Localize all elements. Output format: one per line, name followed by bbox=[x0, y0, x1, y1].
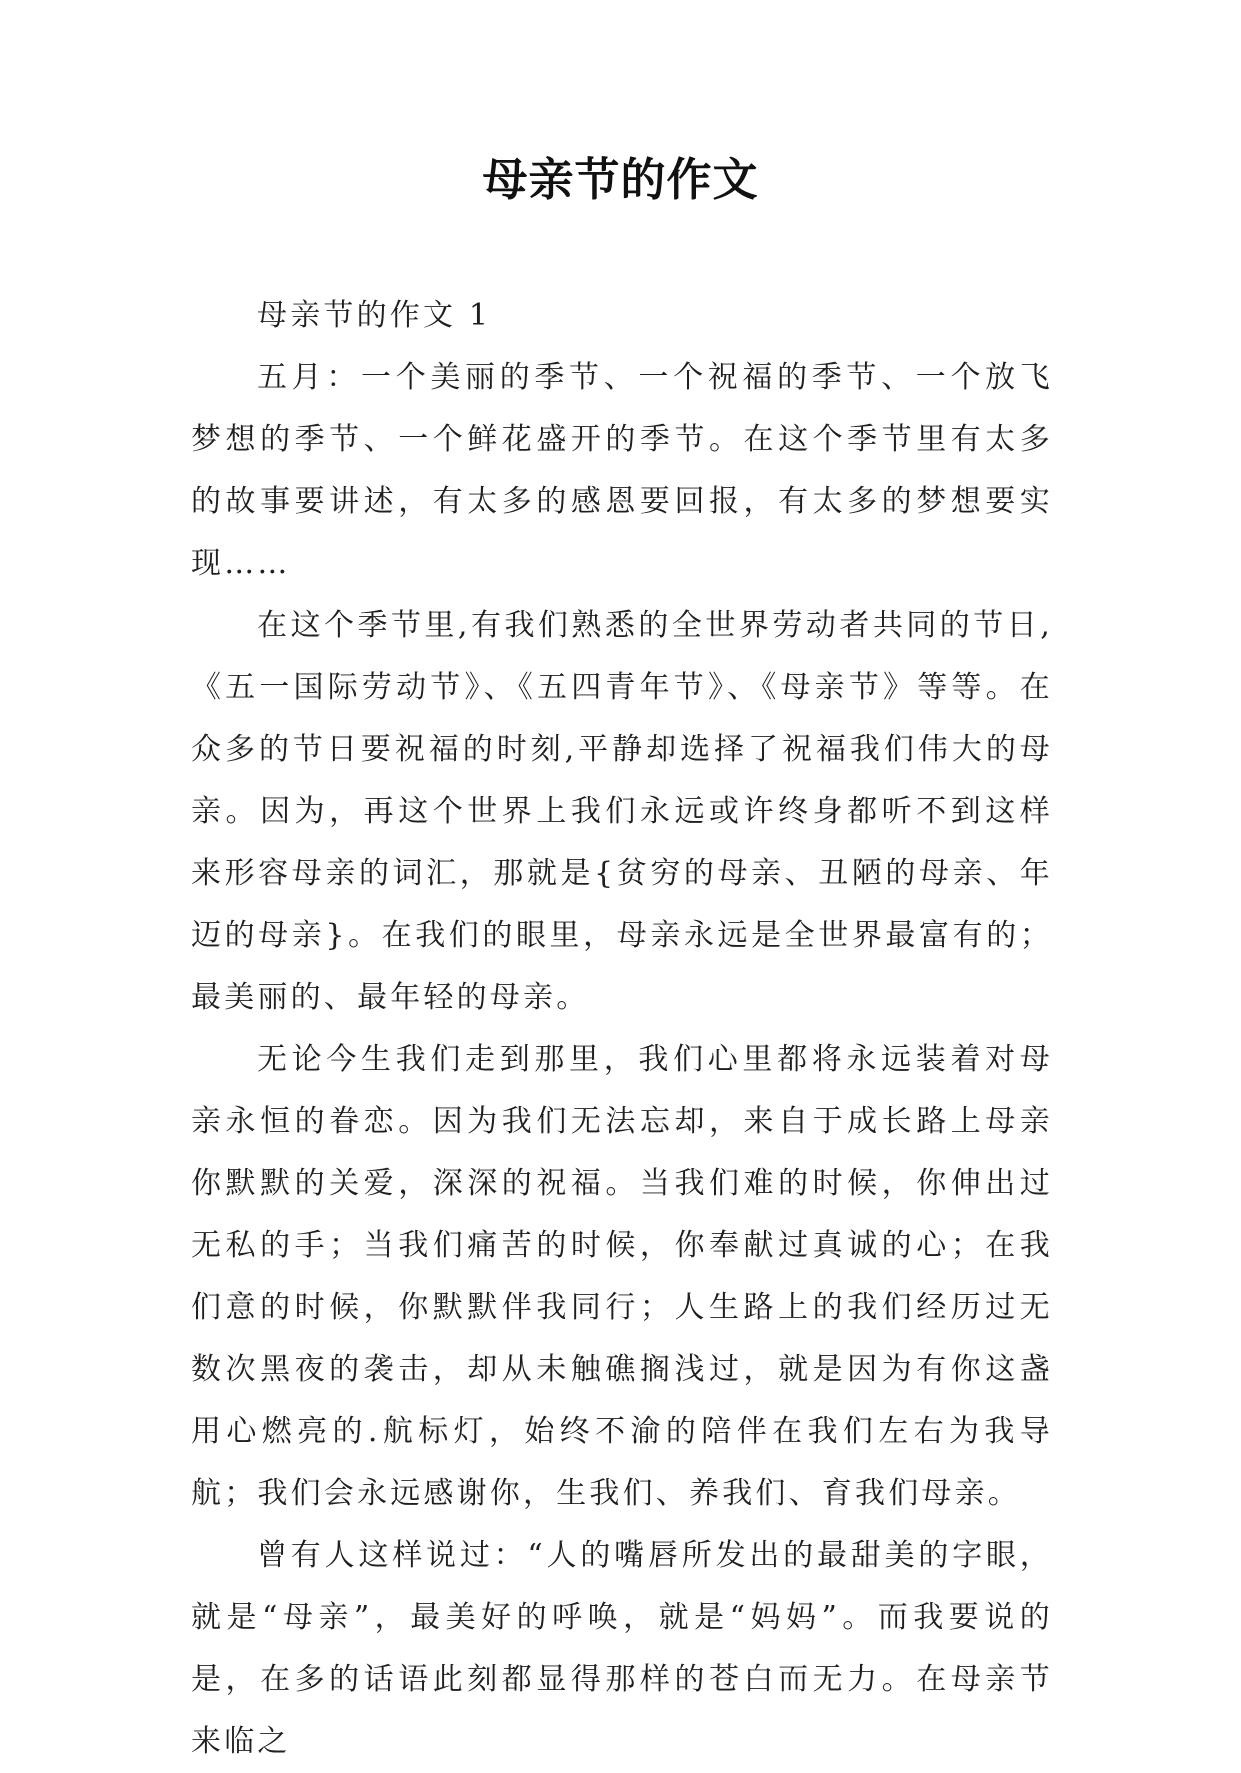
paragraph: 五月：一个美丽的季节、一个祝福的季节、一个放飞梦想的季节、一个鲜花盛开的季节。在这个季节里有太多的故事要讲述，有太多的感恩要回报，有太多的梦想要实现…… bbox=[191, 360, 1053, 581]
paragraph: 在这个季节里,有我们熟悉的全世界劳动者共同的节日,《五一国际劳动节》、《五四青年节》、《母亲节》等等。在众多的节日要祝福的时刻,平静却选择了祝福我们伟大的母亲。因为，再这个世界上我们永远或许终身都听不到这样来形容母亲的词汇，那就是{贫穷的母亲、丑陋的母亲、年迈的母亲}。在我们的眼里，母亲永远是全世界最富有的；最美丽的、最年轻的母亲。 bbox=[191, 608, 1053, 1015]
document-title: 母亲节的作文 bbox=[482, 153, 759, 206]
document-body bbox=[191, 285, 1053, 1773]
section-heading: 母亲节的作文 1 bbox=[257, 298, 492, 333]
paragraph: 无论今生我们走到那里，我们心里都将永远装着对母亲永恒的眷恋。因为我们无法忘却，来自于成长路上母亲你默默的关爱，深深的祝福。当我们难的时候，你伸出过无私的手；当我们痛苦的时候，你奉献过真诚的心；在我们意的时候，你默默伴我同行；人生路上的我们经历过无数次黑夜的袭击，却从未触礁搁浅过，就是因为有你这盏用心燃亮的.航标灯，始终不渝的陪伴在我们左右为我导航；我们会永远感谢你，生我们、养我们、育我们母亲。 bbox=[191, 1042, 1053, 1511]
paragraph: 曾有人这样说过：“人的嘴唇所发出的最甜美的字眼，就是“母亲”，最美好的呼唤，就是“妈妈”。而我要说的是，在多的话语此刻都显得那样的苍白而无力。在母亲节来临之 bbox=[191, 1538, 1054, 1759]
